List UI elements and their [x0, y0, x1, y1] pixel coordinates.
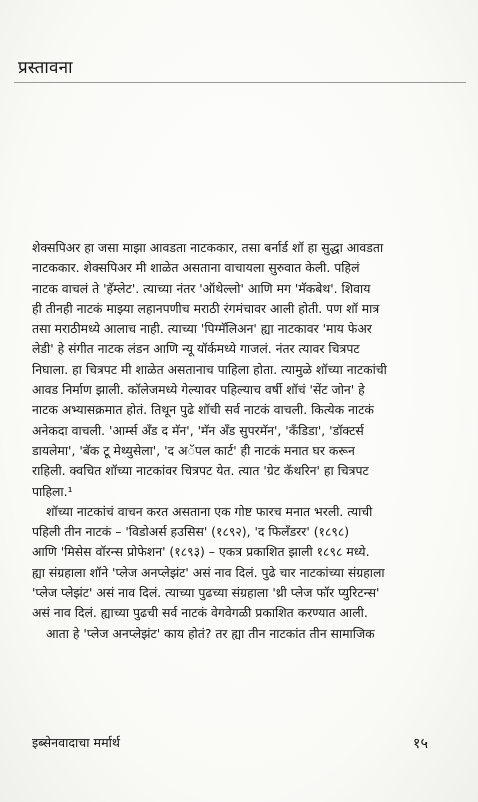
text-line: डायलेमा', 'बॅक टू मेथ्युसेला', 'द अॅपल कार्ट' ही नाटकं मनात घर करून: [32, 442, 355, 458]
page-heading: प्रस्तावना: [18, 58, 73, 78]
page-number: १५: [412, 736, 428, 752]
text-line: नाटक वाचलं ते 'हॅम्लेट'. त्याच्या नंतर 'ऑथेल्लो' आणि मग 'मॅकबेथ'. शिवाय: [32, 280, 371, 296]
text-line: पाहिला.¹: [32, 483, 73, 499]
page-footer: [32, 734, 454, 756]
text-line: निघाला. हा चित्रपट मी शाळेत असतानाच पाहिला होता. त्यामुळे शॉच्या नाटकांची: [32, 361, 387, 377]
text-line: तसा मराठीमध्ये आलाच नाही. त्याच्या 'पिग्मॅलिअन' ह्या नाटकावर 'माय फेअर: [32, 321, 372, 337]
heading-rule: [14, 82, 466, 83]
text-line: ह्या संग्रहाला शॉने 'प्लेज अनप्लेझंट' असं नाव दिलं. पुढे चार नाटकांच्या संग्रहाला: [32, 564, 385, 580]
running-footer-title: इब्सेनवादाचा मर्मार्थ: [32, 735, 120, 750]
text-line: आणि 'मिसेस वॉरन्स प्रोफेशन' (१८९३) – एकत्र प्रकाशित झाली १८९८ मध्ये.: [32, 544, 370, 560]
text-line: अनेकदा वाचली. 'आर्म्स अँड द मॅन', 'मॅन अँड सुपरमॅन', 'कँडिडा', 'डॉक्टर्स: [32, 422, 364, 438]
text-line: असं नाव दिलं. ह्याच्या पुढची सर्व नाटकं वेगवेगळी प्रकाशित करण्यात आली.: [32, 605, 368, 621]
text-line: आता हे 'प्लेज अनप्लेझंट' काय होतं? तर ह्या तीन नाटकांत तीन सामाजिक: [46, 625, 375, 641]
text-line: शॉच्या नाटकांचं वाचन करत असताना एक गोष्ट फारच मनात भरली. त्याची: [46, 503, 373, 519]
text-line: राहिली. क्वचित शॉच्या नाटकांवर चित्रपट येत. त्यात 'ग्रेट कॅथरिन' हा चित्रपट: [32, 463, 369, 479]
text-line: शेक्सपिअर हा जसा माझा आवडता नाटककार, तसा बर्नार्ड शॉ हा सुद्धा आवडता: [32, 240, 384, 255]
text-line: लेडी' हे संगीत नाटक लंडन आणि न्यू यॉर्कमध्ये गाजलं. नंतर त्यावर चित्रपट: [32, 341, 360, 357]
text-line: पहिली तीन नाटकं – 'विडोअर्स हउसिस' (१८९२), 'द फिलँडरर' (१८९८): [32, 524, 350, 540]
text-line: नाटक अभ्यासक्रमात होतं. तिथून पुढे शॉची सर्व नाटकं वाचली. कित्येक नाटकं: [32, 402, 374, 418]
text-line: नाटककार. शेक्सपिअर मी शाळेत असताना वाचायला सुरुवात केली. पहिलं: [32, 260, 360, 276]
text-line: 'प्लेज प्लेझंट' असं नाव दिलं. त्याच्या पुढच्या संग्रहाला 'थ्री प्लेज फॉर प्युरिटन्स': [32, 585, 380, 601]
text-line: ही तीनही नाटकं माझ्या लहानपणीच मराठी रंगमंचावर आली होती. पण शॉ मात्र: [32, 300, 380, 316]
body-text: [32, 238, 454, 644]
text-line: आवड निर्माण झाली. कॉलेजमध्ये गेल्यावर पहिल्याच वर्षी शॉचं 'सेंट जोन' हे: [32, 382, 365, 398]
